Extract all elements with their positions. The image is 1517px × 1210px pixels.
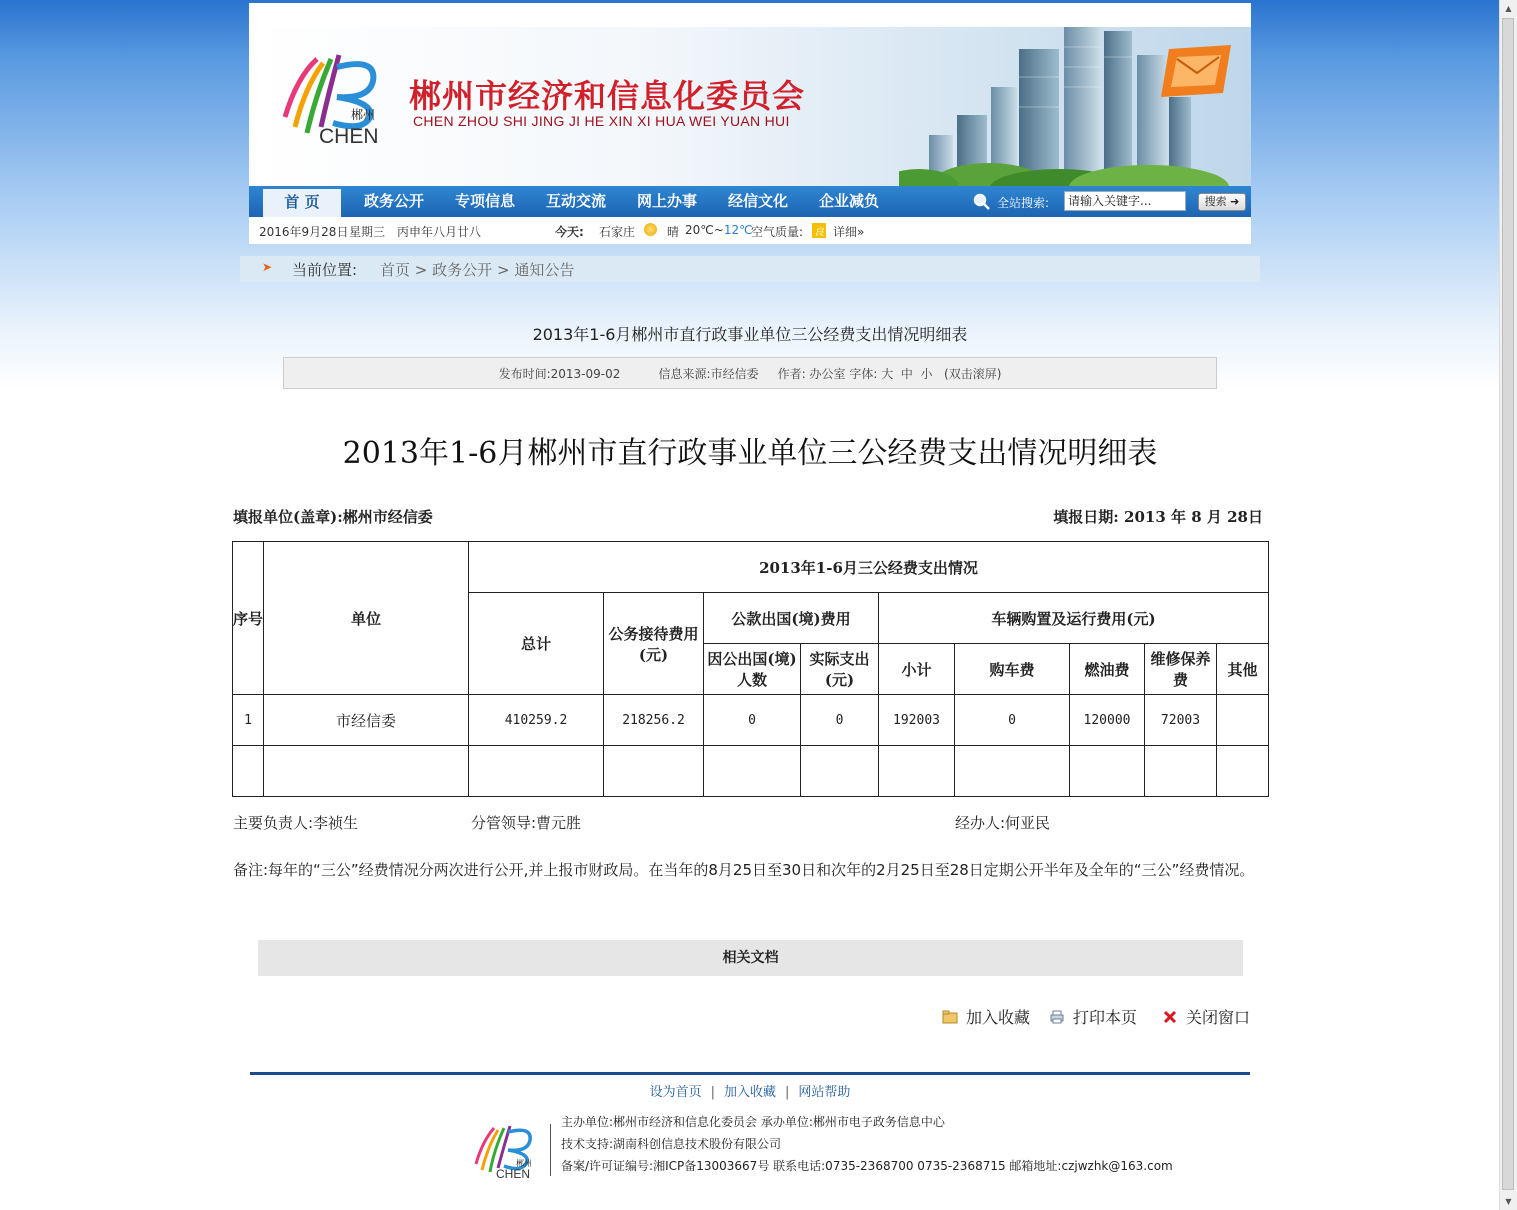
breadcrumb-sep: >: [414, 261, 428, 279]
expense-table: [232, 541, 1269, 797]
current-date: 2016年9月28日: [259, 225, 349, 239]
publish-time: 发布时间:2013-09-02: [498, 367, 621, 381]
header-other: 其他: [1217, 644, 1269, 695]
font-label: 字体:: [849, 367, 878, 381]
add-favorite-label: 加入收藏: [966, 1008, 1031, 1027]
close-icon: [1162, 1009, 1178, 1025]
nav-burden-reduction[interactable]: 企业减负: [818, 192, 879, 210]
cell-reception: 218256.2: [604, 695, 704, 746]
header-container: [249, 3, 1251, 244]
footer-logo-divider: [550, 1124, 551, 1176]
scroll-up-arrow-icon[interactable]: ▲: [1505, 4, 1512, 13]
footer-add-favorite[interactable]: 加入收藏: [723, 1085, 776, 1100]
weather-city: 石家庄: [599, 225, 636, 239]
breadcrumb-path: [380, 259, 574, 280]
footer-logo: [470, 1120, 542, 1180]
font-large[interactable]: 大: [881, 367, 894, 381]
header-unit: 单位: [264, 542, 469, 695]
breadcrumb: [240, 256, 1260, 282]
breadcrumb-label: 当前位置:: [292, 261, 358, 279]
sun-icon: [644, 223, 657, 237]
footer-links: [0, 1081, 1500, 1100]
cell-maint: 72003: [1145, 695, 1217, 746]
cell-abroad-people: 0: [704, 695, 801, 746]
handler: 经办人:何亚民: [955, 814, 1051, 832]
nav-special-info[interactable]: 专项信息: [454, 192, 515, 210]
footer-logo-en: CHEN: [496, 1167, 531, 1180]
close-window-button[interactable]: [1162, 1005, 1250, 1028]
air-quality-label: 空气质量:: [751, 225, 804, 239]
footer-sep: |: [785, 1085, 790, 1100]
footer-logo-cn: 郴州: [516, 1159, 532, 1168]
logo-cn-text: 郴州: [351, 108, 376, 122]
temp-high: 20℃: [685, 223, 714, 237]
cell-empty: [1145, 746, 1217, 797]
table-row: [233, 695, 1269, 746]
author: 作者: 办公室: [777, 367, 846, 381]
article-title: 2013年1-6月郴州市直行政事业单位三公经费支出情况明细表: [532, 325, 968, 344]
footer-set-home[interactable]: 设为首页: [649, 1085, 702, 1100]
header-reception: 公务接待费用(元): [604, 593, 704, 695]
weather-detail-link[interactable]: 详细»: [833, 225, 865, 239]
article-meta: [283, 357, 1217, 389]
temp-sep: ~: [713, 223, 724, 237]
cell-empty: [955, 746, 1070, 797]
vertical-scrollbar[interactable]: [1499, 0, 1517, 1210]
cell-unit: 市经信委: [264, 695, 469, 746]
scroll-down-arrow-icon[interactable]: ▼: [1505, 1197, 1512, 1206]
footer-divider: [250, 1072, 1250, 1075]
footer-tech-support: 技术支持:湖南科创信息技术股份有限公司: [561, 1137, 782, 1151]
cell-empty: [1070, 746, 1145, 797]
cell-empty: [469, 746, 604, 797]
supervising-leader: 分管领导:曹元胜: [471, 814, 582, 832]
cell-subtotal: 192003: [879, 695, 955, 746]
search-label: 全站搜索:: [997, 196, 1050, 210]
header-abroad: 公款出国(境)费用: [704, 593, 879, 644]
breadcrumb-notices[interactable]: 通知公告: [514, 261, 575, 279]
add-favorite-button[interactable]: [942, 1005, 1030, 1028]
cell-abroad-spend: 0: [801, 695, 879, 746]
header-group: 2013年1-6月三公经费支出情况: [469, 542, 1269, 593]
header-total: 总计: [469, 593, 604, 695]
footer-sponsor: 主办单位:郴州市经济和信息化委员会 承办单位:郴州市电子政务信息中心: [561, 1115, 945, 1129]
font-small[interactable]: 小: [920, 367, 933, 381]
font-medium[interactable]: 中: [900, 367, 913, 381]
footer-license: 备案/许可证编号:湘ICP备13003667号 联系电话:0735-2368700 0735-2368715 邮箱地址:czjwzhk@163.com: [561, 1159, 1173, 1173]
info-bar: [249, 217, 1251, 243]
header-fuel: 燃油费: [1070, 644, 1145, 695]
lunar-date: 丙申年八月廿八: [397, 225, 482, 239]
printer-icon: [1049, 1009, 1065, 1025]
weather-text: 晴: [667, 225, 680, 239]
print-page-button[interactable]: [1049, 1005, 1137, 1028]
search-icon: [973, 193, 991, 211]
site-title-en: CHEN ZHOU SHI JING JI HE XIN XI HUA WEI YUAN HUI: [413, 113, 790, 129]
logo-en-text: CHEN: [319, 125, 379, 147]
nav-home[interactable]: 首 页: [263, 189, 341, 217]
header-buy: 购车费: [955, 644, 1070, 695]
folder-star-icon: [942, 1009, 958, 1025]
air-quality-value: 良: [812, 223, 826, 238]
header-abroad-people: 因公出国(境)人数: [704, 644, 801, 695]
nav-culture[interactable]: 经信文化: [727, 192, 788, 210]
search-button[interactable]: 搜索 ➜: [1198, 193, 1246, 211]
nav-online-services[interactable]: 网上办事: [636, 192, 697, 210]
cell-empty: [604, 746, 704, 797]
print-page-label: 打印本页: [1073, 1008, 1138, 1027]
site-banner: [249, 27, 1251, 187]
double-click-scroll: (双击滚屏): [944, 367, 1002, 381]
search-input[interactable]: 请输入关键字...: [1064, 191, 1186, 211]
cell-seq: 1: [233, 695, 264, 746]
scrollbar-thumb[interactable]: [1502, 18, 1514, 1190]
header-vehicle: 车辆购置及运行费用(元): [879, 593, 1269, 644]
cell-other: [1217, 695, 1269, 746]
breadcrumb-sep: >: [496, 261, 510, 279]
air-quality-badge: [812, 223, 826, 238]
header-abroad-spend: 实际支出(元): [801, 644, 879, 695]
search-button-label: 搜索: [1204, 195, 1227, 208]
cell-empty: [1217, 746, 1269, 797]
cell-fuel: 120000: [1070, 695, 1145, 746]
info-source: 信息来源:市经信委: [658, 367, 759, 381]
footer-help[interactable]: 网站帮助: [798, 1085, 851, 1100]
fill-info-row: [233, 506, 1269, 527]
fill-unit: 填报单位(盖章):郴州市经信委: [233, 508, 433, 526]
main-nav: [249, 186, 1251, 217]
footer-info: [561, 1111, 1173, 1177]
close-window-label: 关闭窗口: [1186, 1008, 1251, 1027]
breadcrumb-home[interactable]: 首页: [380, 261, 411, 279]
document-heading: 2013年1-6月郴州市直行政事业单位三公经费支出情况明细表: [342, 436, 1158, 471]
related-documents-header: 相关文档: [258, 940, 1243, 976]
main-responsible: 主要负责人:李祯生: [233, 814, 359, 832]
cell-buy: 0: [955, 695, 1070, 746]
breadcrumb-arrow-icon: ➤: [262, 260, 273, 274]
mailbox-icon[interactable]: [1161, 45, 1233, 97]
nav-interaction[interactable]: 互动交流: [545, 192, 606, 210]
chenzhou-logo[interactable]: [277, 47, 395, 147]
cell-empty: [801, 746, 879, 797]
cell-empty: [879, 746, 955, 797]
nav-government-affairs[interactable]: 政务公开: [363, 192, 424, 210]
breadcrumb-affairs[interactable]: 政务公开: [432, 261, 493, 279]
header-subtotal: 小计: [879, 644, 955, 695]
temp-low: 12℃: [723, 223, 753, 237]
footer-sep: |: [710, 1085, 715, 1100]
header-seq: 序号: [233, 542, 264, 695]
today-label: 今天:: [555, 225, 584, 239]
header-maint: 维修保养费: [1145, 644, 1217, 695]
cell-empty: [233, 746, 264, 797]
note-text: 备注:每年的“三公”经费情况分两次进行公开,并上报市财政局。在当年的8月25日至30日和次年的2月25日至28日定期公开半年及全年的“三公”经费情况。: [233, 861, 1255, 879]
site-title: 郴州市经济和信息化委员会: [409, 77, 806, 115]
cell-empty: [704, 746, 801, 797]
fill-date: 填报日期: 2013 年 8 月 28日: [1053, 508, 1263, 526]
weather-temp: [685, 223, 753, 237]
weekday: 星期三: [349, 225, 386, 239]
cell-total: 410259.2: [469, 695, 604, 746]
table-row: [233, 746, 1269, 797]
cell-empty: [264, 746, 469, 797]
